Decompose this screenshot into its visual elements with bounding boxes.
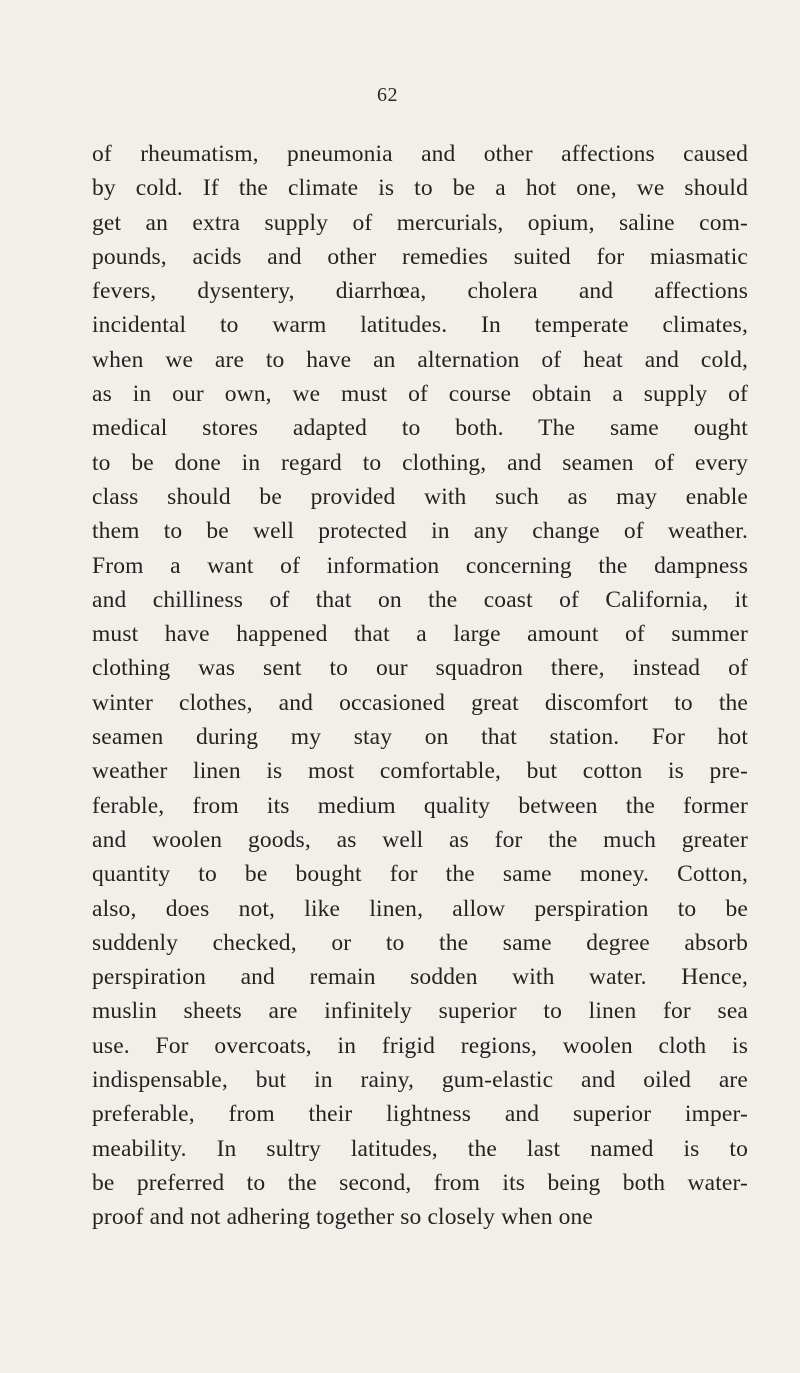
text-line: be preferred to the second, from its being both water- [92, 1169, 748, 1196]
body-text [92, 137, 748, 1235]
text-line: perspiration and remain sodden with water. Hence, [92, 964, 748, 991]
text-line: From a want of information concerning the dampness [92, 552, 748, 579]
text-line: use. For overcoats, in frigid regions, woolen cloth is [92, 1032, 748, 1059]
text-line: fevers, dysentery, diarrhœa, cholera and affections [92, 278, 748, 305]
text-line: class should be provided with such as may enable [92, 483, 748, 510]
text-line: and chilliness of that on the coast of California, it [92, 586, 748, 613]
text-line: meability. In sultry latitudes, the last named is to [92, 1135, 748, 1162]
text-line: pounds, acids and other remedies suited for miasmatic [92, 243, 748, 270]
text-line: winter clothes, and occasioned great discomfort to the [92, 689, 748, 716]
text-line: incidental to warm latitudes. In temperate climates, [92, 312, 748, 339]
text-line: to be done in regard to clothing, and seamen of every [92, 449, 748, 476]
text-line: of rheumatism, pneumonia and other affections caused [92, 141, 748, 167]
text-line: clothing was sent to our squadron there, instead of [92, 655, 748, 682]
text-line: proof and not adhering together so closely when one [92, 1204, 594, 1231]
text-line: indispensable, but in rainy, gum-elastic and oiled are [92, 1067, 748, 1094]
text-line: as in our own, we must of course obtain a supply of [92, 381, 748, 408]
page-number: 62 [377, 84, 398, 106]
text-line: also, does not, like linen, allow perspiration to be [92, 895, 748, 922]
text-line: preferable, from their lightness and superior imper- [92, 1101, 748, 1128]
text-line: muslin sheets are infinitely superior to linen for sea [92, 998, 748, 1025]
text-line: seamen during my stay on that station. For hot [92, 724, 748, 751]
text-line: when we are to have an alternation of heat and cold, [92, 346, 748, 373]
text-line: them to be well protected in any change of weather. [92, 518, 748, 545]
text-line: get an extra supply of mercurials, opium, saline com- [92, 209, 748, 236]
text-line: medical stores adapted to both. The same ought [92, 415, 748, 442]
text-line: weather linen is most comfortable, but cotton is pre- [92, 758, 748, 785]
text-line: and woolen goods, as well as for the much greater [92, 826, 748, 853]
text-line: quantity to be bought for the same money. Cotton, [92, 861, 748, 888]
text-line: must have happened that a large amount of summer [92, 621, 748, 648]
text-line: by cold. If the climate is to be a hot one, we should [92, 175, 748, 202]
text-line: ferable, from its medium quality between the former [92, 792, 748, 819]
text-line: suddenly checked, or to the same degree absorb [92, 929, 748, 956]
